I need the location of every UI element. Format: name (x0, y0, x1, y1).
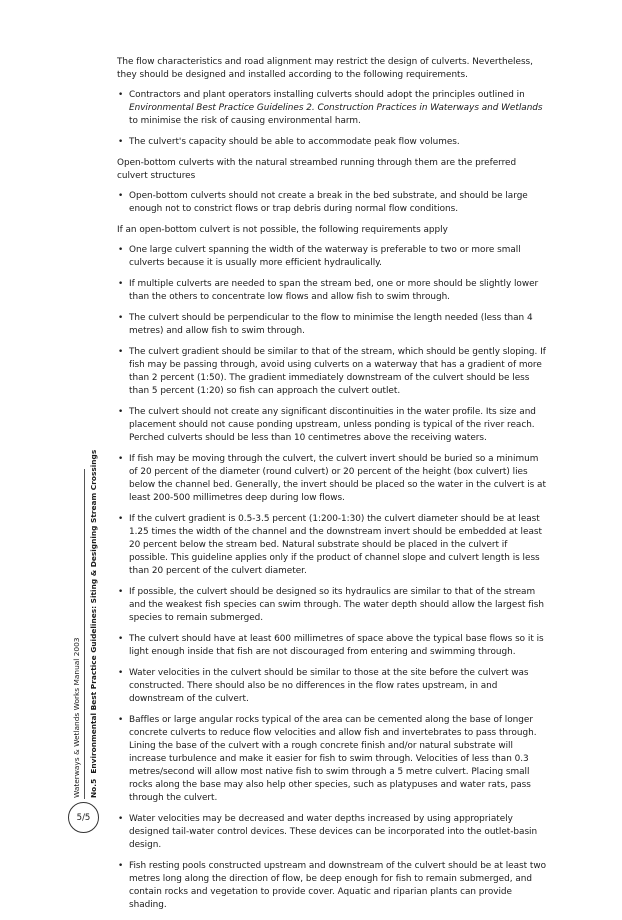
requirements-list-1 (117, 89, 547, 149)
list-item: • Baffles or large angular rocks typical of the area can be cemented along the base of longer concrete culverts to reduce flow velocities and allow fish and invertebrates to pass through. Lining the base of the culvert with a rough concrete finish and/or natural substrate will increase turbulence and make it easier for fish to swim through. Velocities of less than 0.3 metres/second will allow most native fish to swim through a 5 metre culvert. Placing small rocks along the base may also help other species, such as platypuses and water rats, pass through the culvert. (117, 714, 547, 805)
list-item: • Water velocities may be decreased and water depths increased by using appropriately designed tail-water control devices. These devices can be incorporated into the outlet-basin design. (117, 813, 547, 852)
list-item: • Fish resting pools constructed upstream and downstream of the culvert should be at least two metres long along the direction of flow, be deep enough for fish to remain submerged, and contain rocks and vegetation to provide cover. Aquatic and riparian plants can provide shading. (117, 860, 547, 912)
intro-paragraph: The flow characteristics and road alignment may restrict the design of culverts. Nevertheless, they should be designed and installed according to the following requirements. (117, 57, 533, 80)
list-item: • The culvert gradient should be similar to that of the stream, which should be gently sloping. If fish may be passing through, avoid using culverts on a waterway that has a gradient of more than 2 percent (1:50). The gradient immediately downstream of the culvert should be less than 5 percent (1:20) so fish can approach the culvert outlet. (117, 346, 547, 398)
requirements-list-3 (117, 244, 547, 912)
list-item: • The culvert should have at least 600 millimetres of space above the typical base flows so it is light enough inside that fish are not discouraged from entering and swimming through. (117, 633, 547, 659)
list-item (117, 89, 547, 128)
list-item: • The culvert should be perpendicular to the flow to minimise the length needed (less than 4 metres) and allow fish to swim through. (117, 312, 547, 338)
manual-title: Waterways & Wetlands Works Manual 2003 (72, 637, 81, 798)
series-title (89, 450, 98, 798)
if-not-possible-paragraph: If an open-bottom culvert is not possible, the following requirements apply (117, 225, 448, 235)
list-item: • Open-bottom culverts should not create a break in the bed substrate, and should be large enough not to constrict flows or trap debris during normal flow conditions. (117, 190, 547, 216)
list-item: • If the culvert gradient is 0.5-3.5 percent (1:200-1:30) the culvert diameter should be at least 1.25 times the width of the channel and the downstream invert should be embedded at least 20 percent below the stream bed. Natural substrate should be placed in the culvert if possible. This guideline applies only if the product of channel slope and culvert length is less than 20 percent of the culvert diameter. (117, 513, 547, 578)
guideline-title: Environmental Best Practice Guidelines: Siting & Designing Stream Crossings (89, 449, 98, 774)
document-body (117, 56, 547, 920)
page-number: 5/5 (68, 802, 99, 833)
list-item: • Water velocities in the culvert should be similar to those at the site before the culvert was constructed. There should also be no differences in the flow rates upstream, in and downstream of the culvert. (117, 667, 547, 706)
list-item: • If possible, the culvert should be designed so its hydraulics are similar to that of the stream and the weakest fish species can swim through. The water depth should allow the largest fish species to remain submerged. (117, 586, 547, 625)
sidebar-divider (84, 469, 85, 799)
list-item: • The culvert's capacity should be able to accommodate peak flow volumes. (117, 136, 547, 149)
list-item-text: to minimise the risk of causing environmental harm. (129, 116, 361, 126)
list-item-text: Contractors and plant operators installing culverts should adopt the principles outlined in (129, 90, 525, 100)
list-item: • If fish may be moving through the culvert, the culvert invert should be buried so a minimum of 20 percent of the diameter (round culvert) or 20 percent of the height (box culvert) lies below the channel bed. Generally, the invert should be placed so the water in the culvert is at least 200-500 millimetres deep during low flows. (117, 453, 547, 505)
series-number: No.5 (89, 778, 98, 798)
requirements-list-2 (117, 190, 547, 216)
list-item: • One large culvert spanning the width of the waterway is preferable to two or more small culverts because it is usually more efficient hydraulically. (117, 244, 547, 270)
list-item: • The culvert should not create any significant discontinuities in the water profile. Its size and placement should not cause ponding upstream, unless ponding is typical of the river reach. Perched culverts should be less than 10 centimetres above the receiving waters. (117, 406, 547, 445)
list-item: • If multiple culverts are needed to span the stream bed, one or more should be slightly lower than the others to concentrate low flows and allow fish to swim through. (117, 278, 547, 304)
open-bottom-paragraph: Open-bottom culverts with the natural streambed running through them are the preferred culvert structures (117, 158, 517, 181)
guideline-reference: Environmental Best Practice Guidelines 2. Construction Practices in Waterways and Wetlands (129, 103, 543, 113)
